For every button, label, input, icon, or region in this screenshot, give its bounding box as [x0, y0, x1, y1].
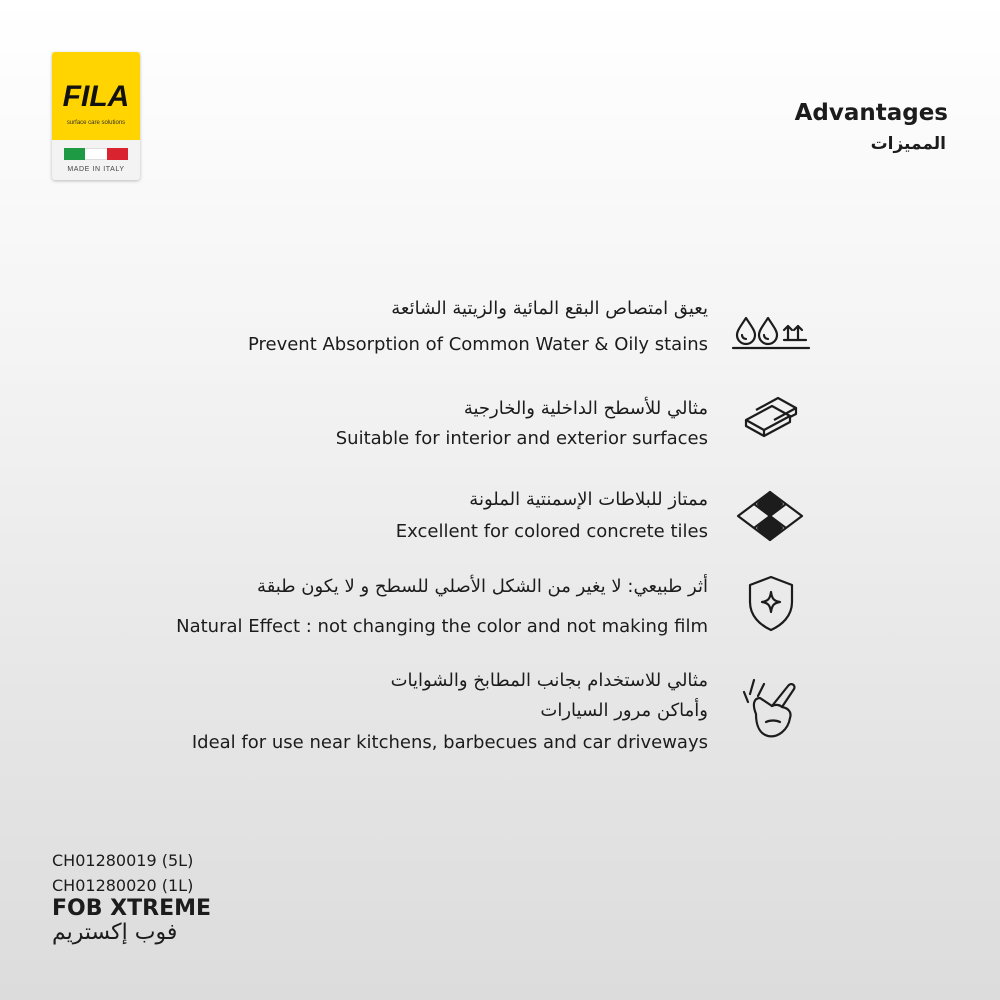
layered-surfaces-icon: [738, 392, 804, 452]
feature-english-text: Natural Effect : not changing the color and not making film: [176, 616, 708, 637]
feature-arabic-text: يعيق امتصاص البقع المائية والزيتية الشائعة: [391, 298, 708, 319]
advantages-title: Advantages: [794, 100, 948, 126]
svg-text:FILA: FILA: [62, 80, 130, 113]
feature-item: [248, 296, 708, 358]
product-code-5l: CH01280019 (5L): [52, 851, 194, 870]
feature-item: [192, 668, 708, 756]
logo-yellow-panel: [52, 52, 140, 140]
feature-arabic-text: مثالي للأسطح الداخلية والخارجية: [463, 398, 708, 419]
advantages-title-arabic: المميزات: [870, 134, 946, 154]
product-name: FOB XTREME: [52, 896, 212, 921]
feature-arabic-text-line2: وأماكن مرور السيارات: [540, 700, 708, 721]
fila-wordmark: [62, 76, 130, 116]
colored-tile-icon: [734, 488, 806, 544]
logo-origin-panel: [52, 140, 140, 180]
product-name-arabic: فوب إكستريم: [52, 920, 178, 945]
hand-snap-icon: [742, 674, 802, 744]
feature-item: [176, 574, 708, 640]
feature-english-text: Excellent for colored concrete tiles: [395, 521, 708, 542]
product-code-1l: CH01280020 (1L): [52, 876, 194, 895]
feature-english-text: Prevent Absorption of Common Water & Oily stains: [247, 334, 708, 355]
feature-item: [396, 487, 708, 545]
feature-arabic-text: مثالي للاستخدام بجانب المطابخ والشوايات: [390, 670, 708, 691]
feature-english-text: Suitable for interior and exterior surfaces: [335, 428, 708, 449]
fila-logo: [52, 52, 140, 180]
shield-sparkle-icon: [744, 574, 798, 634]
product-codes: [52, 848, 193, 898]
logo-tagline: surface care solutions: [66, 120, 126, 126]
feature-item: [336, 396, 708, 452]
feature-arabic-text: ممتاز للبلاطات الإسمنتية الملونة: [469, 489, 708, 510]
feature-english-text: Ideal for use near kitchens, barbecues and car driveways: [191, 732, 708, 753]
feature-arabic-text: أثر طبيعي: لا يغير من الشكل الأصلي للسطح و لا يكون طبقة: [257, 576, 708, 597]
made-in-italy-label: MADE IN ITALY: [67, 166, 125, 173]
italy-flag-icon: [64, 148, 128, 160]
water-oil-drops-icon: [730, 310, 812, 354]
